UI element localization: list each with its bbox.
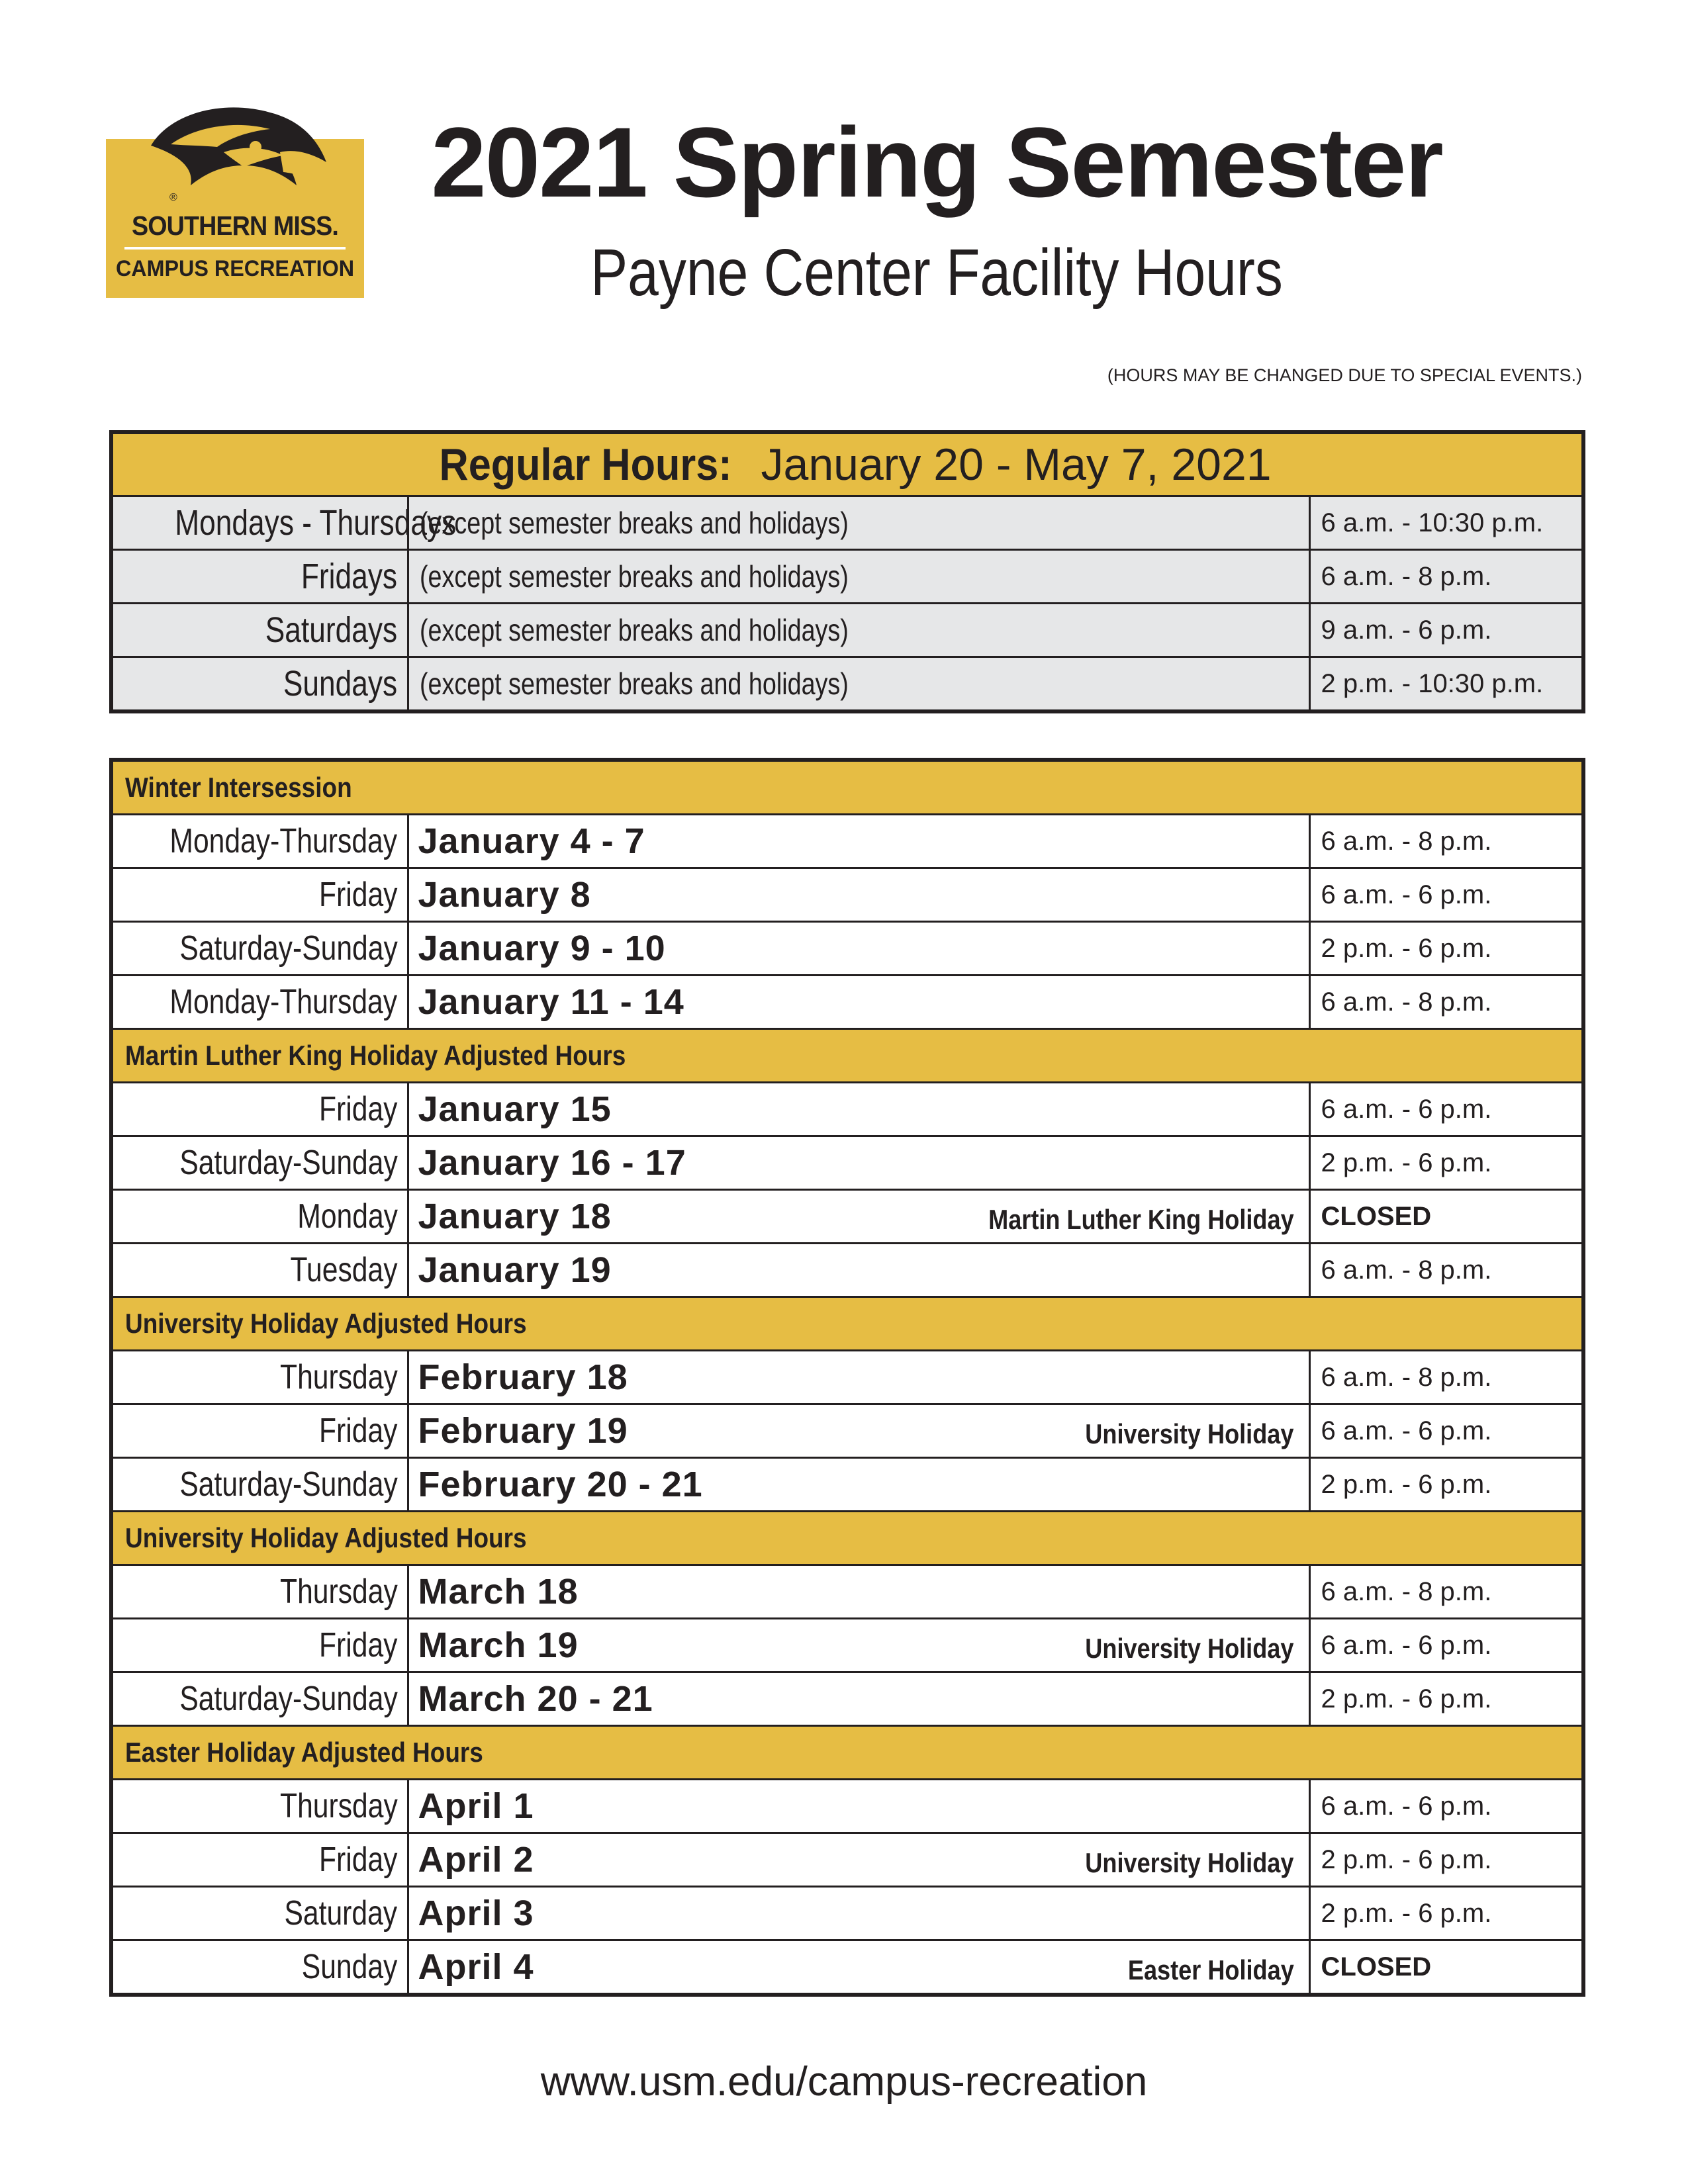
day-label: Monday bbox=[297, 1197, 398, 1236]
section-title: Martin Luther King Holiday Adjusted Hours bbox=[125, 1040, 626, 1071]
hours-value: 2 p.m. - 6 p.m. bbox=[1309, 922, 1583, 976]
section-title: University Holiday Adjusted Hours bbox=[125, 1308, 527, 1339]
date-label: January 9 - 10 bbox=[418, 929, 666, 968]
hours-value: 2 p.m. - 6 p.m. bbox=[1309, 1458, 1583, 1512]
hours-value: 6 a.m. - 6 p.m. bbox=[1309, 868, 1583, 922]
logo-name: SOUTHERN MISS. bbox=[132, 210, 338, 241]
logo-divider bbox=[124, 247, 346, 250]
hours-value: 2 p.m. - 6 p.m. bbox=[1309, 1833, 1583, 1887]
hours-value: 6 a.m. - 8 p.m. bbox=[1309, 976, 1583, 1029]
table-row bbox=[111, 1083, 1583, 1136]
holiday-note: University Holiday bbox=[1085, 1847, 1294, 1878]
table-row bbox=[111, 868, 1583, 922]
day-label: Friday bbox=[319, 1090, 398, 1128]
hours-value: 6 a.m. - 6 p.m. bbox=[1309, 1083, 1583, 1136]
table-row bbox=[111, 976, 1583, 1029]
hours-value: 6 a.m. - 8 p.m. bbox=[1309, 815, 1583, 868]
section-header bbox=[111, 1726, 1583, 1780]
table-row bbox=[111, 922, 1583, 976]
table-row bbox=[111, 815, 1583, 868]
hours-value: 6 a.m. - 8 p.m. bbox=[1309, 550, 1583, 604]
regular-hours-dates: January 20 - May 7, 2021 bbox=[761, 439, 1272, 490]
date-label: January 16 - 17 bbox=[418, 1143, 686, 1183]
day-label: Sundays bbox=[283, 664, 398, 704]
day-label: Mondays - Thursdays bbox=[175, 503, 457, 543]
day-label: Monday-Thursday bbox=[169, 983, 398, 1021]
hours-value: 2 p.m. - 6 p.m. bbox=[1309, 1672, 1583, 1726]
page-title: 2021 Spring Semester bbox=[431, 107, 1442, 218]
regular-hours-header bbox=[111, 432, 1583, 496]
adjusted-hours-table bbox=[109, 758, 1585, 1997]
website-link[interactable]: www.usm.edu/campus-recreation bbox=[540, 2059, 1148, 2105]
hours-value: 6 a.m. - 8 p.m. bbox=[1309, 1244, 1583, 1297]
date-label: January 15 bbox=[418, 1089, 612, 1129]
exception-note: (except semester breaks and holidays) bbox=[419, 506, 849, 540]
table-row bbox=[111, 657, 1583, 712]
section-title: Easter Holiday Adjusted Hours bbox=[125, 1737, 483, 1768]
hours-value: 9 a.m. - 6 p.m. bbox=[1309, 604, 1583, 657]
table-row bbox=[111, 1458, 1583, 1512]
exception-note: (except semester breaks and holidays) bbox=[419, 613, 849, 647]
day-label: Saturday-Sunday bbox=[179, 1465, 398, 1504]
table-row bbox=[111, 550, 1583, 604]
hours-value: CLOSED bbox=[1309, 1940, 1583, 1995]
day-label: Friday bbox=[319, 1841, 398, 1879]
regular-hours-label: Regular Hours: bbox=[439, 439, 733, 490]
table-row bbox=[111, 1136, 1583, 1190]
section-title: University Holiday Adjusted Hours bbox=[125, 1522, 527, 1553]
registered-mark: ® bbox=[169, 192, 177, 203]
table-row bbox=[111, 1351, 1583, 1404]
day-label: Thursday bbox=[279, 1358, 398, 1396]
table-row bbox=[111, 1404, 1583, 1458]
day-label: Saturday bbox=[284, 1894, 398, 1933]
day-label: Monday-Thursday bbox=[169, 822, 398, 860]
day-label: Saturdays bbox=[265, 610, 398, 650]
table-row bbox=[111, 496, 1583, 550]
date-label: January 4 - 7 bbox=[418, 821, 645, 861]
date-label: January 19 bbox=[418, 1250, 612, 1290]
logo-department: CAMPUS RECREATION bbox=[115, 256, 355, 281]
table-row bbox=[111, 604, 1583, 657]
table-row bbox=[111, 1833, 1583, 1887]
day-label: Saturday-Sunday bbox=[179, 1680, 398, 1718]
date-label: January 11 - 14 bbox=[418, 982, 684, 1022]
golden-eagle-icon bbox=[144, 99, 330, 199]
day-label: Tuesday bbox=[290, 1251, 398, 1289]
day-label: Thursday bbox=[279, 1787, 398, 1825]
table-row bbox=[111, 1672, 1583, 1726]
hours-value: 2 p.m. - 6 p.m. bbox=[1309, 1136, 1583, 1190]
holiday-note: Martin Luther King Holiday bbox=[988, 1204, 1294, 1235]
southern-miss-logo bbox=[106, 139, 364, 298]
table-row bbox=[111, 1780, 1583, 1833]
day-label: Saturday-Sunday bbox=[179, 929, 398, 968]
page-subtitle: Payne Center Facility Hours bbox=[590, 236, 1283, 310]
date-label: April 1 bbox=[418, 1786, 534, 1826]
date-label: March 19 bbox=[418, 1625, 579, 1665]
section-title: Winter Intersession bbox=[125, 772, 352, 803]
exception-note: (except semester breaks and holidays) bbox=[419, 666, 849, 701]
exception-note: (except semester breaks and holidays) bbox=[419, 559, 849, 594]
day-label: Friday bbox=[319, 1626, 398, 1664]
day-label: Friday bbox=[319, 1412, 398, 1450]
holiday-note: Easter Holiday bbox=[1127, 1954, 1294, 1985]
table-row bbox=[111, 1619, 1583, 1672]
section-header bbox=[111, 760, 1583, 815]
day-label: Thursday bbox=[279, 1572, 398, 1611]
day-label: Fridays bbox=[301, 557, 398, 596]
table-row bbox=[111, 1565, 1583, 1619]
special-events-note: (HOURS MAY BE CHANGED DUE TO SPECIAL EVENTS.) bbox=[1107, 365, 1582, 385]
hours-value: 2 p.m. - 10:30 p.m. bbox=[1309, 657, 1583, 712]
date-label: April 4 bbox=[418, 1947, 534, 1987]
table-row bbox=[111, 1940, 1583, 1995]
section-header bbox=[111, 1512, 1583, 1565]
date-label: March 18 bbox=[418, 1572, 579, 1612]
table-row bbox=[111, 1190, 1583, 1244]
hours-value: 6 a.m. - 6 p.m. bbox=[1309, 1780, 1583, 1833]
section-header bbox=[111, 1029, 1583, 1083]
hours-value: 2 p.m. - 6 p.m. bbox=[1309, 1887, 1583, 1940]
date-label: April 2 bbox=[418, 1840, 534, 1880]
date-label: January 18 bbox=[418, 1197, 612, 1236]
day-label: Friday bbox=[319, 876, 398, 914]
hours-value: 6 a.m. - 10:30 p.m. bbox=[1309, 496, 1583, 550]
day-label: Sunday bbox=[301, 1948, 398, 1986]
date-label: January 8 bbox=[418, 875, 591, 915]
holiday-note: University Holiday bbox=[1085, 1418, 1294, 1449]
section-header bbox=[111, 1297, 1583, 1351]
date-label: February 20 - 21 bbox=[418, 1465, 703, 1504]
date-label: February 19 bbox=[418, 1411, 628, 1451]
hours-value: 6 a.m. - 6 p.m. bbox=[1309, 1619, 1583, 1672]
date-label: April 3 bbox=[418, 1893, 534, 1933]
date-label: February 18 bbox=[418, 1357, 628, 1397]
date-label: March 20 - 21 bbox=[418, 1679, 653, 1719]
table-row bbox=[111, 1244, 1583, 1297]
day-label: Saturday-Sunday bbox=[179, 1144, 398, 1182]
hours-value: CLOSED bbox=[1309, 1190, 1583, 1244]
hours-value: 6 a.m. - 6 p.m. bbox=[1309, 1404, 1583, 1458]
holiday-note: University Holiday bbox=[1085, 1633, 1294, 1664]
hours-value: 6 a.m. - 8 p.m. bbox=[1309, 1565, 1583, 1619]
hours-value: 6 a.m. - 8 p.m. bbox=[1309, 1351, 1583, 1404]
regular-hours-table bbox=[109, 430, 1585, 713]
table-row bbox=[111, 1887, 1583, 1940]
